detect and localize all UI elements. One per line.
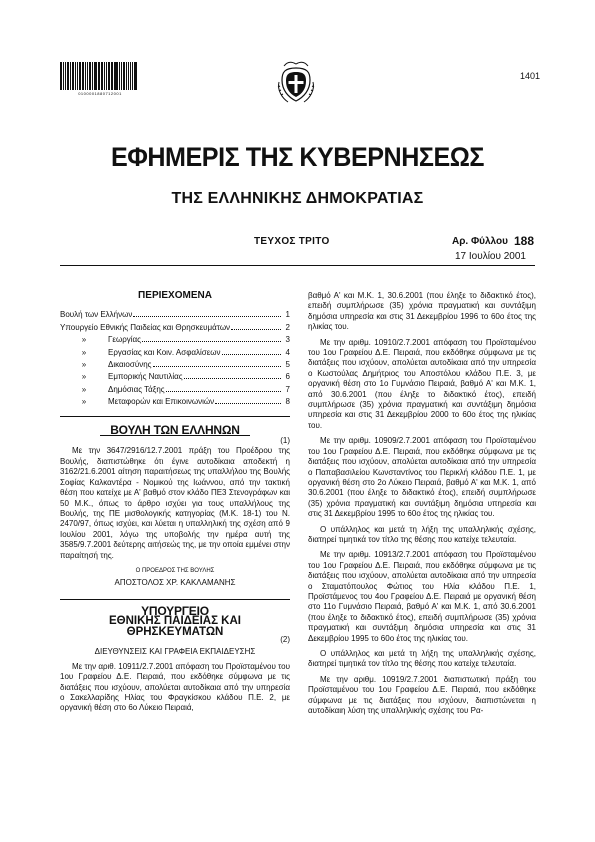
toc-item-page: 5 — [285, 360, 290, 370]
left-column — [60, 291, 290, 714]
paragraph: Ο υπάλληλος και μετά τη λήξη της υπαλληλικής σχέσης, διατηρεί τιμητικά τον τίτλο της θέσης που κατείχε τελευταία. — [308, 524, 536, 544]
paragraph: Με την αριθμ. 10910/2.7.2001 απόφαση του Προϊσταμένου του 1ου Γραφείου Δ.Ε. Πειραιά, που εκδόθηκε σύμφωνα με τις διατάξεις που ισχύουν, απολύεται αυτοδίκαια από την υπηρεσία ο Κωστούλας Δημήτριος του Αποστόλου κλάδου Π.Ε. 3, με οργανική θέση στο 1ο Γυμνάσιο Πειραιά, βαθμό Α' και Μ.Κ. 1, από 30.6.2001 (που έληξε το διδακτικό έτος), επειδή συμπλήρωσε (35) χρόνια πραγματική και συντάξιμη δημόσια υπηρεσία και στις 31 Δεκεμβρίου 2000 το 60ο έτος της ηλικίας του. — [308, 337, 536, 430]
barcode-bar — [101, 62, 103, 90]
toc-item — [60, 309, 290, 320]
barcode-bar — [92, 62, 93, 90]
section-heading-ministry-name: ΕΘΝΙΚΗΣ ΠΑΙΔΕΙΑΣ ΚΑΙ ΘΡΗΣΚΕΥΜΑΤΩΝ — [109, 615, 241, 638]
page-number: 1401 — [520, 71, 541, 81]
toc-ditto-mark: » — [81, 360, 87, 370]
toc-item-page: 1 — [285, 310, 290, 320]
toc-leader — [215, 396, 281, 404]
sheet-label: Αρ. Φύλλου — [452, 236, 508, 247]
toc-title: ΠΕΡΙΕΧΟΜΕΝΑ — [138, 290, 212, 301]
barcode-bar — [106, 62, 107, 90]
decision-text: Με την αριθ. 10911/2.7.2001 απόφαση του Προϊσταμένου του 1ου Γραφείου Δ.Ε. Πειραιά, που εκδόθηκε σύμφωνα με τις διατάξεις που ισχύουν, απολύεται αυτοδίκαια από την υπηρεσία ο Σακελλαρίδης Ηλίας του Φραγκίσκου κλάδου Π.Ε. 2, με οργανική θέση στο 6ο Λύκειο Πειραιά, — [60, 661, 290, 713]
toc-ditto-mark: » — [81, 372, 87, 382]
toc-item-page: 6 — [285, 372, 290, 382]
barcode-bar — [132, 62, 133, 90]
toc-leader — [133, 309, 281, 317]
toc-item-label: Υπουργείο Εθνικής Παιδείας και Θρησκευμάτων — [60, 322, 231, 332]
signer-name: ΑΠΟΣΤΟΛΟΣ ΧΡ. ΚΑΚΛΑΜΑΝΗΣ — [114, 578, 236, 588]
barcode-bar — [85, 62, 86, 90]
decision-number: (2) — [280, 634, 290, 644]
toc-ditto-mark: » — [81, 397, 87, 407]
toc-item — [60, 384, 290, 395]
section-heading-parliament: ΒΟΥΛΗ ΤΩΝ ΕΛΛΗΝΩΝ — [110, 422, 240, 437]
barcode-bar — [65, 62, 66, 90]
signer-role: Ο ΠΡΟΕΔΡΟΣ ΤΗΣ ΒΟΥΛΗΣ — [135, 567, 215, 574]
header-divider — [60, 265, 535, 266]
subsection-heading: ΔΙΕΥΘΥΝΣΕΙΣ ΚΑΙ ΓΡΑΦΕΙΑ ΕΚΠΑΙΔΕΥΣΗΣ — [94, 647, 256, 657]
toc-item-page: 7 — [285, 384, 290, 394]
paragraph: Με την αριθμ. 10909/2.7.2001 απόφαση του Προϊσταμένου του 1ου Γραφείου Δ.Ε. Πειραιά, που εκδόθηκε σύμφωνα με τις διατάξεις που ισχύουν, απολύεται αυτοδίκαια από την υπηρεσία ο Παπαβασιλείου Κωνσταντίνος του Περικλή κλάδου Π.Ε. 1, με οργανική θέση στο 2ο Λύκειο Πειραιά, βαθμό Α' και Μ.Κ. 1, από 30.6.2001 (που έληξε το διδακτικό έτος), επειδή συμπλήρωσε (35) χρόνια πραγματική και συντάξιμη δημόσια υπηρεσία και στις 31 Δεκεμβρίου 1995 το 60ο έτος της ηλικίας του. — [308, 436, 536, 519]
toc-leader — [222, 347, 281, 355]
toc-ditto-mark: » — [81, 335, 87, 345]
toc-item — [60, 359, 290, 370]
barcode-bar — [134, 62, 137, 90]
barcode-bar — [89, 62, 91, 90]
barcode-number: 0100001880712001 — [78, 91, 122, 96]
barcode-bar — [128, 62, 129, 90]
toc-item — [60, 322, 290, 333]
barcode-bar — [77, 62, 78, 90]
toc-item-label: Δημόσιας Τάξης — [108, 384, 165, 394]
toc-leader — [153, 359, 282, 367]
issue-type: ΤΕΥΧΟΣ ΤΡΙΤΟ — [254, 236, 330, 247]
toc-leader — [231, 322, 281, 330]
toc-leader — [184, 371, 281, 379]
barcode-bar — [121, 62, 122, 90]
paragraph: Με την αριθμ. 10919/2.7.2001 διαπιστωτική πράξη του Προϊσταμένου του 1ου Γραφείου Δ.Ε. Πειραιά, που εκδόθηκε σύμφωνα με τις διατάξεις που ισχύουν, διαπιστώνεται η αυτοδίκαιη λύση της υπαλληλικής σχέσης του Ρα- — [308, 674, 536, 716]
barcode-bar — [111, 62, 113, 90]
barcode-bar — [82, 62, 85, 90]
toc-item-page: 8 — [285, 397, 290, 407]
paragraph: βαθμό Α' και Μ.Κ. 1, 30.6.2001 (που έληξε το διδακτικό έτος), επειδή συμπλήρωσε (35) χρόνια πραγματική και συντάξιμη δημόσια υπηρεσία και στις 31 Δεκεμβρίου 1996 το 60ο έτος της ηλικίας του. — [308, 291, 536, 332]
barcode-bar — [123, 62, 125, 90]
barcode-bar — [126, 62, 127, 90]
barcode-bar — [70, 62, 71, 90]
toc-item-label: Μεταφορών και Επικοινωνιών — [108, 397, 215, 407]
barcode-bar — [104, 62, 105, 90]
toc-item-page: 3 — [285, 335, 290, 345]
toc-item — [60, 334, 290, 345]
barcode-bar — [130, 62, 132, 90]
barcode-bar — [115, 62, 118, 90]
toc-item-label: Γεωργίας — [108, 335, 142, 345]
section-heading-ministry: ΥΠΟΥΡΓΕΙΟ — [141, 603, 209, 618]
toc-leader — [142, 334, 281, 342]
right-column — [308, 291, 536, 721]
toc-item-page: 4 — [285, 347, 290, 357]
decision-text: Με την 3647/2916/12.7.2001 πράξη του Προέδρου της Βουλής, διαπιστώθηκε ότι έγινε αυτοδίκαια αποδεκτή η 3162/21.6.2001 αίτηση παραιτήσεως της υπαλλήλου της Βουλής Σοφίας Καλκαντέρα - Νομικού της Ιωάννου, από την τακτική θέση που κατείχε με Α' βαθμό στον κλάδο ΠΕ3 Στενογράφων και 50 Μ.Κ., όπως το άρθρο ισχύει για τους υπαλλήλους της Βουλής, της ΠΕ μισθολογικής κατηγορίας (Μ.Κ. 18-1) του Ν. 2470/97, όπως ισχύει, και λύεται η υπαλληλική της σχέση από 9 Ιουλίου 2001, λόγω της υποβολής την ημέρα αυτή της 3585/9.7.2001 δεύτερης αιτήσεώς της, με την οποία εμμένει στην παραίτησή της. — [60, 446, 290, 560]
gazette-subtitle: ΤΗΣ ΕΛΛΗΝΙΚΗΣ ΔΗΜΟΚΡΑΤΙΑΣ — [171, 190, 424, 207]
barcode — [60, 62, 138, 90]
gazette-title: ΕΦΗΜΕΡΙΣ ΤΗΣ ΚΥΒΕΡΝΗΣΕΩΣ — [110, 142, 485, 172]
paragraph: Με την αριθμ. 10913/2.7.2001 απόφαση του Προϊσταμένου του 1ου Γραφείου Δ.Ε. Πειραιά, που εκδόθηκε σύμφωνα με τις διατάξεις που ισχύουν, απολύεται αυτοδίκαια από την υπηρεσία ο Σταματόπουλος Φώτιος του Ηλία κλάδου Π.Ε. 1, Προϊστάμενος του 4ου Γραφείου Δ.Ε. Πειραιά με οργανική θέση στο 11ο Γυμνάσιο Πειραιά, βαθμό Α' και Μ.Κ. 1, από 30.6.2001 (που έληξε το διδακτικό έτος), επειδή συμπλήρωσε (35) χρόνια πραγματική και συντάξιμη δημόσια υπηρεσία και στις 31 Δεκεμβρίου 1995 το 60ο έτος της ηλικίας του. — [308, 550, 536, 643]
barcode-bar — [79, 62, 81, 90]
toc-item — [60, 371, 290, 382]
barcode-bar — [119, 62, 120, 90]
barcode-bar — [98, 62, 99, 90]
greek-coat-of-arms-icon — [276, 60, 316, 106]
barcode-bar — [67, 62, 70, 90]
barcode-bar — [94, 62, 97, 90]
toc-item-page: 2 — [285, 322, 290, 332]
barcode-bar — [75, 62, 76, 90]
toc-item-label: Εμπορικής Ναυτιλίας — [108, 372, 183, 382]
section-divider — [60, 416, 290, 417]
toc-ditto-mark: » — [81, 384, 87, 394]
toc-item — [60, 347, 290, 358]
toc-item-label: Βουλή των Ελλήνων — [60, 310, 133, 320]
issue-date: 17 Ιουλίου 2001 — [455, 251, 526, 262]
decision-number: (1) — [280, 436, 290, 446]
toc-item-label: Δικαιοσύνης — [108, 360, 152, 370]
toc-item-label: Εργασίας και Κοιν. Ασφαλίσεων — [108, 347, 221, 357]
barcode-bar — [114, 62, 115, 90]
toc-leader — [166, 384, 281, 392]
toc-item — [60, 396, 290, 407]
barcode-bar — [60, 62, 62, 90]
barcode-bar — [87, 62, 88, 90]
barcode-bar — [108, 62, 110, 90]
sheet-number: 188 — [514, 234, 535, 248]
barcode-bar — [63, 62, 64, 90]
paragraph: Ο υπάλληλος και μετά τη λήξη της υπαλληλικής σχέσης, διατηρεί τιμητικά τον τίτλο της θέσης που κατείχε τελευταία. — [308, 649, 536, 669]
barcode-bar — [99, 62, 100, 90]
section-divider — [60, 599, 290, 600]
barcode-bar — [72, 62, 74, 90]
toc-ditto-mark: » — [81, 347, 87, 357]
toc-list — [60, 309, 290, 407]
